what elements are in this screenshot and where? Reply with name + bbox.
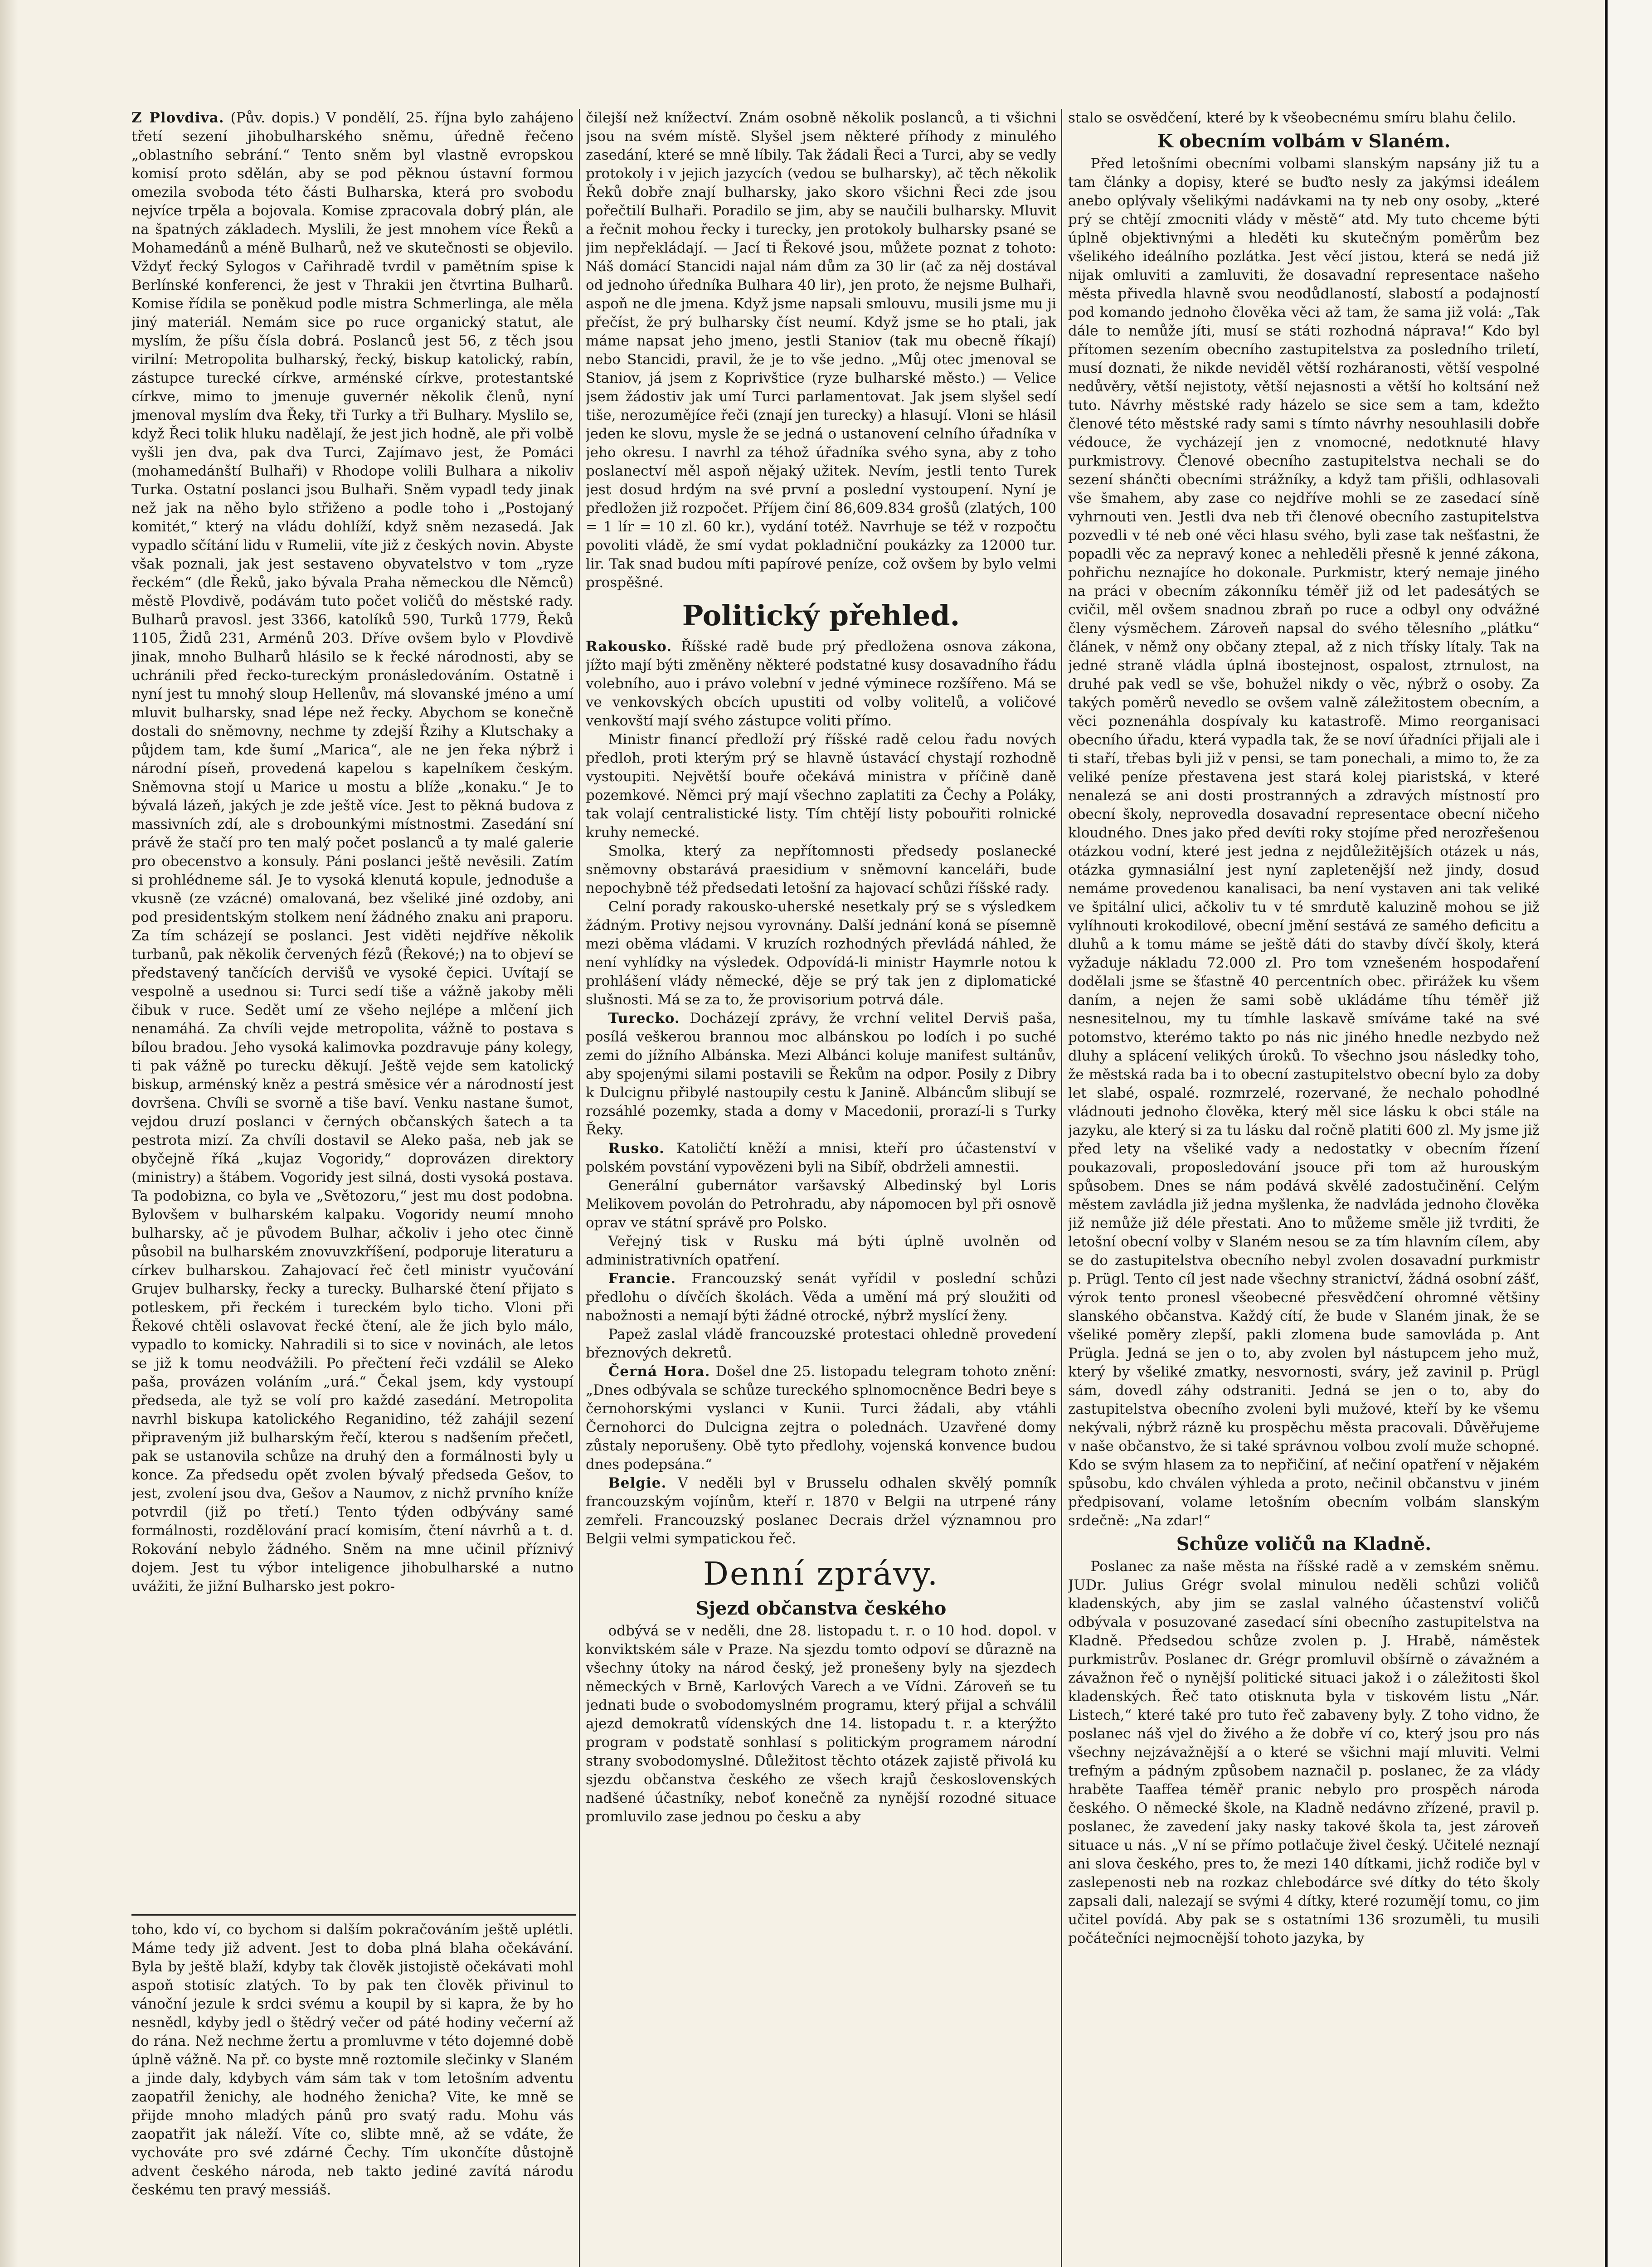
article-heading-kladno-meeting: Schůze voličů na Kladně. [1176, 1533, 1432, 1555]
column-rule-2 [1061, 109, 1062, 2267]
item-body: Celní porady rakousko-uherské nesetkaly prý se s výsledkem žádným. Protivy nejsou vyrovnány. Další jednání koná se písemně mezi oběma vládami. V kruzích rozhodných převládá náhled, že není vyhlídky na výsledek. Odpovídá-li ministr Haymrle notou k prohlášení vlády německé, děje se prý tak jen z diplomatické slušnosti. Má se za to, že provisorium potrvá dále. [586, 899, 1056, 1008]
item-body: Veřejný tisk v Rusku má býti úplně uvolněn od administrativních opatření. [586, 1233, 1056, 1268]
column-rule-1 [579, 109, 580, 2267]
daily-item-heading: Sjezd občanstva českého [695, 1598, 947, 1619]
political-item-russia [586, 1139, 1056, 1177]
item-body: Francouzský senát vyřídil v poslední schůzi předlohu o dívčích školách. Věda a umění má prý sloužiti od nabožnosti a nemají býti žádné otrocké, nýbrž myslící ženy. [586, 1270, 1056, 1324]
article-plovdiv-continued: čilejší než knížectví. Znám osobně několik poslanců, a ti všichni jsou na svém místě. Slyšel jsem některé příhody z minulého zasedání, které se mně líbily. Tak žádali Řeci a Turci, aby se vedly protokoly i v jejich jazycích (vedou se bulharsky), ač těch několik Řeků dobře znají bulharsky, jako skoro všichni Řeci zde jsou pořečtilí Bulhaři. Poradilo se jim, aby se naučili bulharsky. Mluvit a řečnit mohou řecky i turecky, jen protokoly bulharsky psané se jim nepřekládají. — Jací ti Řekové jsou, můžete poznat z tohoto: Náš domácí Stancidi najal nám dům za 30 lir (ač za něj dostával od jednoho úředníka Bulhara 40 lir), jen proto, že nejsme Bulhaři, aspoň ne dle jmena. Když jsme napsali smlouvu, musili jsme mu ji přečíst, že prý bulharsky číst neumí. Když jsme se ho ptali, jak máme napsat jeho jmeno, jestli Staniov (tak mu obecně říkají) nebo Stancidi, pravil, že je to vše jedno. „Můj otec jmenoval se Staniov, já jsem z Koprivštice (ryze bulharské město.) — Velice jsem žádostiv jak umí Turci parlamentovat. Jak jsem slyšel sedí tiše, nerozumějíce řeči (znají jen turecky) a hlasují. Vloni se hlásil jeden ke slovu, mysle že se jedná o ustanovení celního úřadníka v jeho okresu. I navrhl za téhož úřadníka svého syna, aby z toho poslanectví měl aspoň nějaký užitek. Nevím, jestli tento Turek jest dosud hrdým na své první a poslední vystoupení. Nyní je předložen již rozpočet. Příjem činí 8​6,609.834 grošů (zlatých, 100 = 1 lír = 10 zl. 60 kr.), vydání totéž. Navrhuje se též v rozpočtu povoliti vládě, že smí vydat pokladniční poukázky za 12000 tur. lir. Tak snad budou míti papírové peníze, což ovšem by bylo velmi prospěšné. [586, 110, 1056, 591]
section-heading-daily-news: Denní zprávy. [703, 1555, 939, 1592]
item-lead: Rusko. [608, 1140, 665, 1157]
item-lead: Belgie. [608, 1475, 667, 1491]
item-lead: Francie. [608, 1270, 676, 1287]
article-body-slany-elections: Před letošními obecními volbami slanským napsány již tu a tam články a dopisy, které se buďto nesly za jakýmsi ideálem anebo oplývaly všelikými nadávkami na ty neb ony osoby, „které prý se chtějí zmocniti vlády v městě“ atd. My tuto chceme býti úplně objektivnými a hleděti ku skutečným poměrům bez všelikého ideálního pozlátka. Jest věcí jistou, která se nedá již nijak omluviti a zamluviti, že dosavadní representace našeho města přivedla hlavně svou neodůdlaností, slabostí a podajností pod komando jednoho člověka věci až tam, že sama již volá: „Tak dále to nemůže jíti, musí se státi rozhodná náprava!“ Kdo byl přítomen sezením obecního zastupitelstva za posledního triletí, musí doznati, že nikde neviděl větší rozháranosti, větší vespolné nedůvěry, větší nejistoty, větší nejasnosti a větší ho koltsání než tuto. Návrhy městské rady házelo se sice sem a tam, kdežto členové této městské rady sami s tímto návrhy nesouhlasili dobře védouce, že vycházejí jen z vnomocné, nedotknuté hlavy purkmistrovy. Členové obecního zastupitelstva nechali se do sezení shánčti obecními strážníky, a když tam přišli, odhlasovali vše šmahem, aby zase co nejdříve mohli se ze zasedací síně vyhrnouti ven. Jestli dva neb tři členové obecního zastupitelstva pozvedli v té neb oné věci hlasu svého, byli zase tak nešťastni, že popadli věc za nepravý konec a nehleděli přesně k jenné zákona, pohřichu neznajíce ho dokonale. Purkmistr, který nemaje jiného na práci v obecním zákonníku téměř již od let padesátých se cvičil, měl ovšem snadnou zbraň po ruce a odbyl ony odvážné členy výsměchem. Zároveň napsal do svého tělesního „plátku“ článek, v němž ony občany ztepal, až z nich třísky lítaly. Tak na jedné straně vládla úplná ibostejnost, ospalost, ztrnulost, na druhé pak vedl se vše, bohužel nikdy o věc, nýbrž o osoby. Za takých poměrů nevedlo se ovšem valně záležitostem obecním, a věci poznenáhla dospívaly ku katastrofě. Mimo reorganisaci obecního úřadu, která vypadla tak, že se noví úřadníci přijali ale i ti staří, třebas byli již v pensi, se tam ponechali, a mimo to, že za veliké peníze přestavena jest stará kolej piaristská, v které nenalezá se ani dosti prostranných a zdravých místností pro obecní školy, neprovedla dosavadní representace obecní ničeho kloudného. Dnes jako před devíti roky stojíme před nerozřešenou otázkou vodní, které jest jedna z nejdůležitějších otázek u nás, otázka gymnasiální jest nyní zapletenější než jindy, dosud nemáme provedenou kanalisaci, ba není vystaven ani tak veliké ve špitální ulici, ačkoliv tu v té smrdutě kaluzině mohou se již vylíhnouti krokodilové, obecní jmění sestává ze samého deficitu a dluhů a k tomu máme se ještě dáti do stavby dívčí školy, která vyžaduje nákladu 72.000 zl. Pro tom vznešeném hospodaření dodělali jsme se šťastně 40 percentních obec. přirážek ku všem daním, a nejen že sami sobě ukládáme tíhu téměř již nesnesitelnou, my tu tímhle laskavě smíváme také na své potomstvo, kterémo takto po nás nic jiného hnedle nezbydo než dluhy a splácení velikých úroků. To všechno jsou následky toho, že městská rada ba i to obecní zastupitelstvo obecní bylo za doby let slabé, ospalé. rozmrzelé, rozervané, že nechalo pohodlné vládnouti jednoho člověka, který měl sice lásku k obci stále na jazyku, ale který si za tu lásku dal ročně platiti 600 zl. My jsme již před lety na všeliké vady a nedostatky v obecním řízení poukazovali, proposledování jsouce při tom až hurouským spůsobem. Dnes se nám podává skvělé zadostučinění. Celým městem zavládla již jedna myšlenka, že nadvláda jednoho člověka již nemůže již déle přestati. Ano to můžeme směle již tvrditi, že letošní obecní volby v Slaném nesou se za tím hlavním cílem, aby se do zastupitelstva obecního nebyl zvolen dosavadní purkmistr p. Prügl. Tento cíl jest nade všechny stranictví, žádná osobní zášť, výrok tento pronesl všeobecné přesvědčení ohromné většiny slanského občanstva. Každý cítí, že bude v Slaném jinak, že se všeliké poměry zlepší, pakli zlomena bude samovláda p. Ant Prügla. Jedná se jen o to, aby zvolen byl nástupcem jeho muž, který by všeliké zmatky, nesvornosti, sváry, jež zavinil p. Prügl sám, dovedl záhy odstraniti. Jedná se jen o to, aby do zastupitelstva obecního zvoleni byli mužové, kteří by ke všemu nekývali, nýbrž rázně ku prospěchu města pracovali. Důvěřujeme v naše občanstvo, že si také správnou volbou zvolí muže schopné. Kdo se svým hlasem za to nepřičiní, ať nečiní opatření v nějakém spůsobu, kdo chválen výhleda a proto, nečinil občanstvu v jiném předpisovaní, volame letošním obecním volbám slanským srdečně: „Na zdar!“ [1068, 156, 1540, 1529]
column-1-article [131, 109, 573, 1909]
item-body: Říšské radě bude prý předložena osnova zákona, jížto mají býti změněny některé podstatné kusy dosavadního řádu volebního, auo i právo volební v jedné výminece rozšířeno. Má se ve venkovských obcích upustiti od volby volitelů, a voličové venkovští mají svého zástupce voliti přímo. [586, 638, 1056, 729]
item-lead: Rakousko. [586, 638, 672, 655]
political-item [586, 1325, 1056, 1362]
political-item [586, 1232, 1056, 1270]
page-margin-right [1605, 0, 1652, 2267]
column-1-divider [131, 1914, 576, 1916]
political-item [586, 898, 1056, 1009]
column-3-continuation: stalo se osvědčení, které by k všeobecnému smíru blahu čelilo. [1068, 110, 1516, 126]
item-body: Papež zaslal vládě francouzské protestaci ohledně provedení březnových dekretů. [586, 1326, 1056, 1361]
item-body: Smolka, který za nepřítomnosti předsedy poslanecké sněmovny obstarává praesidium v sněmovní kanceláři, bude nepochybně též předsedati letošní za hajovací schůzi říšské rady. [586, 843, 1056, 896]
column-3 [1068, 109, 1540, 2267]
item-body: V neděli byl v Brusselu odhalen skvělý pomník francouzským vojínům, kteří r. 1870 v Belgii na utrpené rány zemřeli. Francouzský poslanec Decrais držel významnou pro Belgii velmi sympatickou řeč. [586, 1475, 1056, 1547]
item-lead: Černá Hora. [608, 1363, 710, 1380]
section-heading-political: Politický přehled. [682, 599, 960, 632]
article-heading-slany-elections: K obecním volbám v Slaném. [1157, 131, 1451, 152]
article-lead: Z Plovdiva. [131, 110, 224, 126]
political-item-belgium [586, 1474, 1056, 1548]
political-item-austria [586, 637, 1056, 730]
political-item-turkey [586, 1009, 1056, 1139]
column-1-continuation [131, 1921, 573, 2267]
political-item [586, 730, 1056, 842]
column-2 [586, 109, 1056, 2267]
item-body: Katoličtí kněží a mnisi, kteří pro účastenství v polském povstání vypovězeni byli na Sibíř, obdrželi amnestii. [586, 1140, 1056, 1175]
political-item-france [586, 1270, 1056, 1325]
item-body: Docházejí zprávy, že vrchní velitel Derviš paša, posílá veškerou brannou moc albánskou po lodích i po suché zemi do jížního Albánska. Mezi Albánci koluje manifest sultánův, aby spojenými silami postavili se Řekům na odpor. Posily z Dibry k Dulcignu přibylé nastoupily cestu k Janině. Albáncům slibují se rozsáhlé pozemky, stada a domy v Macedonii, prorazí-li s Turky Řeky. [586, 1010, 1056, 1138]
page-shadow-left [0, 0, 18, 2267]
political-item [586, 1177, 1056, 1232]
daily-item-body: odbývá se v neděli, dne 28. listopadu t. r. o 10 hod. dopol. v konviktském sále v Praze. Na sjezdu tomto odpoví se důrazně na všechny útoky na národ český, jež pronešeny byly na sjezdech německých v Brně, Karlových Varech a ve Vídni. Zároveň se tu jednati bude o svobodomyslném programu, který přijal a schválil ajezd demokratů vídenských dne 14. listopadu t. r. a kterýžto program v podstatě sonhlasí s politickým programem národní strany svobodomyslné. Důležitost těchto otázek zajistě přivolá ku sjezdu občanstva českého ze všech krajů československých nadšené účastníky, neboť konečně za nynější rozodné situace promluvilo zase jednou po česku a aby [586, 1623, 1056, 1825]
article-body: (Pův. dopis.) V pondělí, 25. října bylo zahájeno třetí sezení jihobulharského sněmu, úředně řečeno „oblastního sebrání.“ Tento sněm byl vlastně evropskou komisí proto sdělán, aby se pod pěknou ústavní formou omezila svoboda této části Bulharska, která pro svobodu nejvíce trpěla a bojovala. Komise zpracovala dobrý plán, ale na špatných základech. Myslili, že jest mnohem více Řeků a Mohamedánů a méně Bulharů, než ve skutečnosti se objevilo. Vždyť řecký Sylogos v Cařihradě tvrdil v pamětním spise k Berlínské konferenci, že jest v Thrakii jen čtvrtina Bulharů. Komise řídila se poněkud podle mistra Schmerlinga, ale měla jiný materiál. Nemám sice po ruce organický statut, ale myslím, že píšu čísla dobrá. Poslanců jest 56, z těch jsou virilní: Metropolita bulharský, řecký, biskup katolický, rabín, zástupce turecké církve, arménské církve, protestantské církve, mimo to jmenuje guvernér několik členů, nyní jmenoval myslím dva Řeky, tři Turky a tři Bulhary. Myslilo se, když Řeci tolik hluku nadělají, že jest jich hodně, ale při volbě vyšli jen dva, pak dva Turci, Zajímavo jest, že Pomáci (mohamedánští Bulhaři) v Rhodope volili Bulhara a nikoliv Turka. Ostatní poslanci jsou Bulhaři. Sněm vypadl tedy jinak než jak na něho bylo střiženo a podle toho i „Postojaný komitét,“ který na vládu dohlíží, když sněm nezasedá. Jak vypadlo sčítání lidu v Rumelii, víte již z českých novin. Abyste však poznali, jak jest sestaveno obyvatelstvo v tom „ryze řeckém“ (dle Řeků, jako bývala Praha německou dle Němců) městě Plovdivě, podávám tuto počet voličů do městské rady. Bulharů pravosl. jest 3366, katolíků 590, Turků 1779, Řeků 1105, Židů 231, Arménů 203. Dříve ovšem bylo v Plovdivě jinak, mnoho Bulharů hlásilo se k řecké národnosti, aby se uchránili před řecko-tureckým pronásledováním. Ostatně i nyní jest tu mnohý sloup Hellenův, má slovanské jméno a umí mluvit bulharsky, snad lépe než řecky. Abychom se konečně dostali do sněmovny, nechme ty zdejší Řzihy a Klutschaky a půjdem tam, kde šumí „Marica“, ale ne jen řeka nýbrž i národní píseň, provedená kapelou s kapelníkem českým. Sněmovna stojí u Marice u mostu a blíže „konaku.“ Je to bývalá lázeň, jakých je zde ještě více. Jest to pěkná budova z massivních zdí, ale s drobounkými místnostmi. Zasedání sní právě že stačí pro ten malý počet poslanců a ty malé galerie pro obecenstvo a konsuly. Páni poslanci ještě nevěsili. Zatím si prohlédneme sál. Je to vysoká klenutá kopule, jednoduše a vkusně (ze vzácné) omalovaná, bez všeliké jiné ozdoby, ani pod presidentským stolkem není žádného znaku ani praporu. Za tím scházejí se poslanci. Jest viděti nejdříve několik turbanů, pak několik červených fézů (Řekové;) na to objeví se představený tančících dervišů ve vysoké čepici. Uvítají se vespolně a usednou si: Turci sedí tiše a vážně jakoby měli čibuk v ruce. Sedět umí ze všeho nejlépe a mlčení jich nenamáhá. Za chvíli vejde metropolita, vážně to postava s bílou bradou. Jeho vysoká kalimovka pozdravuje pány kolegy, ti pak vážně po turecku děkují. Ještě vejde sem katolický biskup, arménský kněz a pestrá směsice vér a národností jest dovršena. Chvíli se svorně a tiše baví. Venku nastane šumot, vejdou druzí poslanci v černých občanských šatech a ta pestrota mizí. Za chvíli dostavil se Aleko paša, neb jak se obyčejně říká „kujaz Vogoridy,“ doprovázen direktory (ministry) a štábem. Vogoridy jest silná, dosti vysoká postava. Ta podobizna, co byla ve „Světozoru,“ jest mu dost podobna. Bylovšem v bulharském kalpaku. Vogoridy neumí mnoho bulharsky, ač je původem Bulhar, ačkoliv i jeho otec činně působil na bulharském znovuvzkříšení, podporuje literaturu a církev bulharskou. Zahajovací řeč četl ministr vyučování Grujev bulharsky, řecky a turecky. Bulharské čtení přijato s potleskem, při řeckém i tureckém bylo ticho. Vloni při Řekové chtěli oslavovat řecké čtení, ale že jich bylo málo, vypadlo to komicky. Nahradili si to sice v novinách, ale letos se již k tomu neodvážili. Po přečtení řeči vzdálil se Aleko paša, provázen voláním „urá.“ Čekal jsem, kdy vystoupí předseda, ale tyž se volí pro každé zasedání. Metropolita navrhl biskupa katolického Reganidino, též zahájil sezení připraveným již bulharským řečí, kterou s nadšením přečetl, pak se ustanovila schůze na druhý den a formálnosti byly u konce. Za předsedu opět zvolen bývalý předseda Gešov, to jest, zvolení jsou dva, Gešov a Naumov, z nichž prvního kníže potvrdil (již po třetí.) Tento týden odbývány samé formálnosti, rozdělování prací komisím, čtení návrhů a t. d. Rokování nebylo žádného. Sněm na mne učinil příznivý dojem. Jest tu výbor inteligence jihobulharské a nutno uvážiti, že jižní Bulharsko jest pokro- [131, 110, 573, 1595]
article-body-continuation: toho, kdo ví, co bychom si dalším pokračováním ještě uplétli. Máme tedy již advent. Jest to doba plná blaha očekávání. Byla by ještě blaží, kdyby tak člověk jistojistě očekávati mohl aspoň stotisíc zlatých. To by pak ten člověk přivinul to vánoční jezule k srdci svému a koupil by si kapra, že by ho nesnědl, kdyby jedl o štědrý večer od páté hodiny večerní až do rána. Než nechme žertu a promluvme v této dojemné době úplně vážně. Na př. co byste mně roztomile slečinky v Slaném a jinde daly, kdybych vám sám tak v tom letošním adventu zaopatřil ženichy, ale hodného ženicha? Vite, ke mně se přijde mnoho mladých pánů pro svatý radu. Mohu vás zaopatřit jak náleží. Víte co, slibte mně, až se vdáte, že vychováte pro své zdárné Čechy. Tím ukončíte důstojně advent českého národa, neb takto jediné zavítá národu českému ten pravý messiáš. [131, 1922, 573, 2198]
political-item [586, 842, 1056, 898]
item-lead: Turecko. [608, 1010, 680, 1026]
item-body: Ministr financí předloží prý říšské radě celou řadu nových předloh, proti kterým prý se hlavně ústavácí chystají rozhodně vystoupiti. Největší bouře očekává ministra v příčině daně pozemkové. Němci prý mají všechno zaplatiti za Čechy a Poláky, tak volají centralistické listy. Tím chtějí listy pobouřiti rolnické kruhy nemecké. [586, 731, 1056, 841]
item-body: Došel dne 25. listopadu telegram tohoto znění: „Dnes odbývala se schůze tureckého splnomocněnce Bedri beye s černohorskými vyslanci v Kunii. Turci žádali, aby vtáhli Černohorci do Dulcigna zejtra o polednách. Uzavřené domy zůstaly neporušeny. Obě tyto předlohy, vojenská konvence budou dnes podepsána.“ [586, 1363, 1056, 1473]
article-plovdiv [131, 109, 573, 1596]
item-body: Generální gubernátor varšavský Albedinský byl Loris Melikovem povolán do Petrohradu, aby nápomocen byl při osnově oprav ve státní správě pro Polsko. [586, 1177, 1056, 1231]
political-item-montenegro [586, 1362, 1056, 1474]
article-body-kladno-meeting: Poslanec za naše města na říšské radě a v zemském sněmu. JUDr. Julius Grégr svolal minulou neděli schůzi voličů kladenských, aby jim se zaslal valného účastenství voličů odbývala v posuzované zasedací síni obecního zastupitelstva na Kladně. Předsedou schůze zvolen p. J. Hrabě, náměstek purkmistrův. Poslanec dr. Grégr promluvil obšírně o závažném a závažnon řeč o nynější politické situaci jakož i o záležitosti škol kladenských. Řeč tato otisknuta byla v tiskovém listu „Nár. Listech,“ které také pro tuto řeč zabaveny byly. Z toho vidno, že poslanec náš vjel do živého a že dobře ví co, který jsou pro nás všechny nejzávažnější a o které se všichni mají mluviti. Velmi trefným a pádným způsobem naznačil p. poslanec, že za vlády hraběte Taaffea téměř pranic nebylo pro prospěch národa českého. O německé škole, na Kladně nedávno zřízené, pravil p. poslanec, že zavedení jaky nasky takové škola ta, jest zároveň situace u nás. „V ní se přímo potlačuje živel český. Učitelé neznají ani slova českého, pres to, že mezi 140 dítkami, jichž rodiče byl v zaslepenosti neb na rozkaz chlebodárce své dítky do této školy zapsali dali, nalezají se svými 4 dítky, které rozumějí tomu, co jim učitel povídá. Aby pak se s ostatními 136 srozuměli, tu musili počátečníci nejmocnější tohoto jazyka, by [1068, 1558, 1540, 1946]
